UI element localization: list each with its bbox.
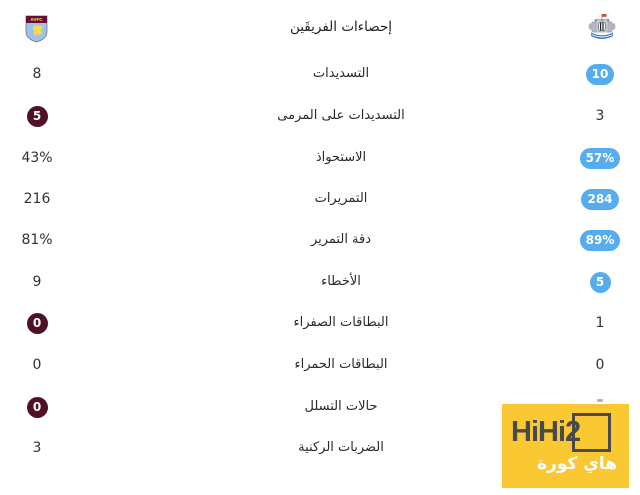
right-value-cell bbox=[570, 312, 630, 334]
stat-value-left: 5 bbox=[27, 106, 48, 127]
stat-value-right: 3 bbox=[595, 108, 605, 124]
left-value-cell bbox=[11, 188, 63, 210]
left-value-cell bbox=[11, 312, 63, 334]
stat-value-left: 0 bbox=[27, 313, 48, 334]
stat-label: حالات التسلل bbox=[304, 399, 378, 414]
watermark-tagline-text: هاي كورة bbox=[536, 454, 617, 474]
stat-row-pass-accuracy bbox=[0, 229, 640, 251]
stat-value-left: 81% bbox=[21, 232, 53, 248]
right-value-cell bbox=[570, 105, 630, 127]
stat-label: التمريرات bbox=[314, 191, 368, 206]
stat-row-red-cards bbox=[0, 354, 640, 376]
stat-row-shots bbox=[0, 63, 640, 85]
hihi2-watermark bbox=[502, 404, 629, 488]
right-value-cell bbox=[570, 271, 630, 293]
stat-row-passes bbox=[0, 188, 640, 210]
left-value-cell bbox=[11, 354, 63, 376]
stat-value-right: 10 bbox=[586, 64, 615, 85]
right-value-cell bbox=[570, 229, 630, 251]
stat-label: الضربات الركنية bbox=[298, 440, 384, 455]
stat-label: الاستحواذ bbox=[315, 150, 367, 165]
stat-label: دقة التمرير bbox=[310, 232, 372, 247]
stat-value-right: 284 bbox=[581, 189, 618, 210]
right-value-cell bbox=[570, 354, 630, 376]
stat-value-right: 5 bbox=[590, 272, 611, 293]
watermark-brand-text: HiHi2 bbox=[511, 416, 581, 448]
stat-row-possession bbox=[0, 147, 640, 169]
stat-value-left: 216 bbox=[23, 191, 51, 207]
right-value-cell bbox=[570, 188, 630, 210]
left-value-cell bbox=[11, 105, 63, 127]
stat-row-yellow-cards bbox=[0, 312, 640, 334]
stat-label: البطاقات الصفراء bbox=[293, 315, 389, 330]
obscured-stat-fragment bbox=[597, 399, 603, 402]
right-value-cell bbox=[570, 63, 630, 85]
left-value-cell bbox=[11, 63, 63, 85]
stat-value-left: 8 bbox=[32, 66, 42, 82]
left-value-cell bbox=[11, 437, 63, 459]
stat-label: التسديدات bbox=[312, 66, 370, 81]
stat-value-left: 0 bbox=[27, 397, 48, 418]
left-value-cell bbox=[11, 396, 63, 418]
stat-value-right: 57% bbox=[580, 148, 621, 169]
stat-value-left: 43% bbox=[21, 150, 53, 166]
right-value-cell bbox=[570, 147, 630, 169]
stat-value-right: 89% bbox=[580, 230, 621, 251]
stat-value-left: 3 bbox=[32, 440, 42, 456]
stat-row-fouls bbox=[0, 271, 640, 293]
stat-value-left: 0 bbox=[32, 357, 42, 373]
stat-value-right: 1 bbox=[595, 315, 605, 331]
stat-label: الأخطاء bbox=[321, 274, 361, 289]
left-value-cell bbox=[11, 229, 63, 251]
stat-label: البطاقات الحمراء bbox=[294, 357, 388, 372]
page-title: إحصاءات الفريقَين bbox=[289, 19, 393, 35]
stat-label: التسديدات على المرمى bbox=[277, 108, 405, 123]
left-value-cell bbox=[11, 271, 63, 293]
aston-villa-crest-icon bbox=[25, 15, 48, 43]
stat-row-shots-on-target bbox=[0, 105, 640, 127]
stat-value-left: 9 bbox=[32, 274, 42, 290]
newcastle-united-crest-icon bbox=[588, 13, 616, 43]
left-value-cell bbox=[11, 147, 63, 169]
svg-text:AVFC: AVFC bbox=[30, 17, 43, 23]
stat-value-right: 0 bbox=[595, 357, 605, 373]
